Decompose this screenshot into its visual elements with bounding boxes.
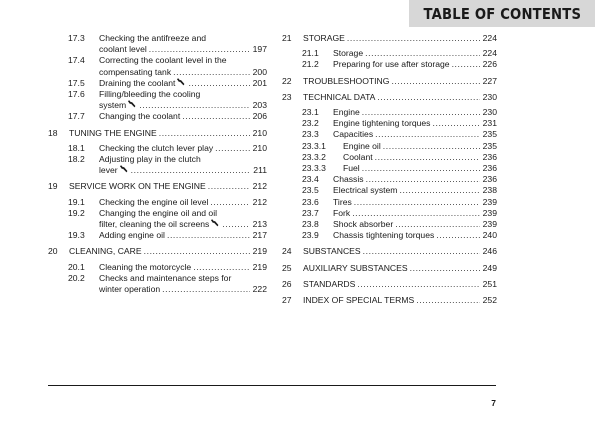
toc-entry-number: 23.9: [302, 230, 319, 241]
toc-entry-page: 224: [482, 48, 497, 59]
toc-entry-number: 23.8: [302, 219, 319, 230]
toc-entry-page: 235: [482, 140, 497, 151]
toc-entry-page: 236: [482, 163, 497, 174]
dot-leader: [366, 174, 480, 185]
toc-entry[interactable]: [282, 230, 497, 241]
dot-leader: [208, 181, 250, 192]
dot-leader: [375, 129, 480, 140]
toc-entry-title: Checking the engine oil level: [99, 196, 209, 207]
dot-leader: [357, 279, 480, 290]
toc-entry-page: 197: [252, 44, 267, 55]
toc-entry[interactable]: [282, 219, 497, 230]
toc-entry[interactable]: [282, 197, 497, 208]
toc-entry-title: lever: [99, 165, 118, 176]
toc-entry-page: 240: [482, 230, 497, 241]
toc-entry-number: 19.1: [68, 196, 85, 207]
toc-entry-number: 23: [282, 91, 292, 102]
toc-entry-page: 235: [482, 129, 497, 140]
toc-entry[interactable]: [48, 111, 267, 122]
toc-entry-page: 252: [482, 295, 497, 306]
toc-entry-title: Adding engine oil: [99, 230, 165, 241]
toc-entry[interactable]: [48, 262, 267, 273]
toc-entry-title: Chassis: [333, 174, 364, 185]
toc-entry-number: 23.3: [302, 129, 319, 140]
toc-entry-page: 227: [482, 75, 497, 86]
toc-entry-number: 17.4: [68, 55, 85, 66]
toc-entry-title: Shock absorber: [333, 219, 394, 230]
dot-leader: [188, 78, 250, 89]
toc-entry-title: TROUBLESHOOTING: [303, 75, 390, 86]
dot-leader: [354, 197, 480, 208]
toc-entry-title: Engine oil: [343, 140, 381, 151]
dot-leader: [375, 152, 480, 163]
toc-entry-page: 212: [252, 196, 267, 207]
dot-leader: [363, 246, 480, 257]
toc-entry-number: 19: [48, 181, 58, 192]
dot-leader: [436, 230, 480, 241]
dot-leader: [139, 100, 250, 111]
toc-entry-page: 238: [482, 185, 497, 196]
toc-entry-number: 20.2: [68, 272, 85, 283]
toc-entry-page: 231: [482, 118, 497, 129]
dot-leader: [362, 107, 480, 118]
toc-entry[interactable]: [282, 118, 497, 129]
toc-entry[interactable]: [282, 208, 497, 219]
dot-leader: [149, 44, 250, 55]
toc-entry-title: coolant level: [99, 44, 147, 55]
toc-entry[interactable]: [48, 246, 267, 257]
toc-entry-page: 210: [252, 127, 267, 138]
toc-entry-number: 25: [282, 262, 292, 273]
toc-entry-number: 20.1: [68, 261, 85, 272]
dot-leader: [452, 59, 480, 70]
toc-entry-number: 18: [48, 127, 58, 138]
dot-leader: [215, 143, 250, 154]
toc-entry-number: 19.2: [68, 207, 85, 218]
toc-entry-number: 23.1: [302, 107, 319, 118]
toc-entry[interactable]: [282, 246, 497, 257]
toc-entry-title: Correcting the coolant level in the: [99, 55, 227, 66]
toc-entry[interactable]: [282, 129, 497, 140]
dot-leader: [352, 208, 480, 219]
toc-entry-page: 230: [482, 91, 497, 102]
toc-entry-number: 23.6: [302, 196, 319, 207]
dot-leader: [173, 67, 250, 78]
toc-entry-number: 23.3.1: [302, 140, 326, 151]
dot-leader: [182, 111, 250, 122]
toc-entry[interactable]: [48, 208, 267, 230]
toc-entry-number: 17.3: [68, 33, 85, 43]
toc-entry-number: 21.2: [302, 59, 319, 70]
toc-entry-page: 239: [482, 196, 497, 207]
toc-entry-title: Coolant: [343, 151, 373, 162]
toc-entry-page: 212: [252, 181, 267, 192]
toc-entry-page: 200: [252, 66, 267, 77]
dot-leader: [159, 128, 250, 139]
toc-entry-page: 222: [252, 284, 267, 295]
dot-leader: [377, 92, 480, 103]
toc-entry-page: 226: [482, 59, 497, 70]
toc-entry-page: 206: [252, 111, 267, 122]
toc-entry[interactable]: [282, 141, 497, 152]
toc-entry-number: 23.3.2: [302, 151, 326, 162]
dot-leader: [365, 48, 480, 59]
dot-leader: [416, 295, 480, 306]
toc-entry[interactable]: [282, 76, 497, 87]
toc-entry-title: TUNING THE ENGINE: [69, 127, 157, 138]
toc-entry-number: 27: [282, 295, 292, 306]
toc-entry[interactable]: [282, 92, 497, 103]
toc-entry[interactable]: [48, 273, 267, 295]
dot-leader: [131, 165, 250, 176]
toc-entry-number: 21: [282, 33, 292, 43]
toc-entry-number: 26: [282, 278, 292, 289]
toc-entry[interactable]: [48, 89, 267, 111]
toc-entry-number: 17.5: [68, 77, 85, 88]
toc-entry-title: INDEX OF SPECIAL TERMS: [303, 295, 415, 306]
toc-entry-number: 20: [48, 246, 58, 257]
toc-entry-title: Fuel: [343, 163, 360, 174]
toc-entry[interactable]: [282, 295, 497, 306]
toc-entry-number: 23.3.3: [302, 163, 326, 174]
toc-entry-number: 23.5: [302, 185, 319, 196]
toc-entry-title: Tires: [333, 196, 352, 207]
toc-entry[interactable]: [282, 163, 497, 174]
toc-entry-page: 236: [482, 151, 497, 162]
toc-entry[interactable]: [282, 263, 497, 274]
toc-entry-page: 217: [252, 230, 267, 241]
toc-entry-number: 21.1: [302, 48, 319, 59]
toc-left-column: [48, 33, 267, 295]
toc-entry-page: 201: [252, 77, 267, 88]
toc-entry-title: SERVICE WORK ON THE ENGINE: [69, 181, 206, 192]
wrench-icon: [127, 100, 136, 108]
toc-entry-page: 251: [482, 278, 497, 289]
toc-entry[interactable]: [48, 230, 267, 241]
toc-entry-page: 213: [252, 219, 267, 230]
toc-entry-number: 22: [282, 75, 292, 86]
toc-entry[interactable]: [48, 154, 267, 176]
dot-leader: [383, 141, 480, 152]
toc-entry-number: 18.1: [68, 142, 85, 153]
toc-entry-title: Draining the coolant: [99, 77, 176, 88]
dot-leader: [410, 263, 480, 274]
toc-entry[interactable]: [282, 107, 497, 118]
toc-entry[interactable]: [282, 185, 497, 196]
dot-leader: [222, 219, 250, 230]
toc-entry-title: Engine tightening torques: [333, 118, 431, 129]
toc-entry-number: 17.7: [68, 111, 85, 122]
toc-entry-page: 210: [252, 142, 267, 153]
page-number: 7: [491, 398, 496, 408]
toc-entry-title: compensating tank: [99, 66, 172, 77]
dot-leader: [162, 284, 250, 295]
toc-entry-number: 24: [282, 246, 292, 257]
toc-entry-page: 224: [482, 33, 497, 43]
toc-entry-page: 246: [482, 246, 497, 257]
toc-entry-title: Capacities: [333, 129, 374, 140]
toc-entry-page: 239: [482, 207, 497, 218]
toc-entry-page: 236: [482, 174, 497, 185]
dot-leader: [167, 230, 250, 241]
toc-entry[interactable]: [48, 197, 267, 208]
toc-entry[interactable]: [48, 78, 267, 89]
toc-entry[interactable]: [48, 33, 267, 55]
toc-entry[interactable]: [282, 279, 497, 290]
toc-entry-title: Checking the antifreeze and: [99, 33, 207, 43]
toc-entry-title: Engine: [333, 107, 360, 118]
toc-entry-title: system: [99, 100, 127, 111]
dot-leader: [399, 185, 480, 196]
toc-entry-page: 219: [252, 246, 267, 257]
toc-entry-title: Chassis tightening torques: [333, 230, 435, 241]
toc-entry-title: Checking the clutch lever play: [99, 142, 214, 153]
toc-entry-page: 219: [252, 261, 267, 272]
toc-entry-page: 203: [252, 100, 267, 111]
toc-entry-title: Adjusting play in the clutch: [99, 154, 201, 165]
toc-entry[interactable]: [282, 48, 497, 59]
toc-entry[interactable]: [48, 143, 267, 154]
toc-entry-title: Cleaning the motorcycle: [99, 261, 192, 272]
toc-entry[interactable]: [48, 181, 267, 192]
toc-entry[interactable]: [282, 59, 497, 70]
toc-entry-number: 23.7: [302, 207, 319, 218]
toc-entry-page: 249: [482, 262, 497, 273]
toc-entry-title: Changing the engine oil and oil: [99, 207, 218, 218]
wrench-icon: [119, 165, 128, 173]
toc-entry-number: 17.6: [68, 89, 85, 100]
dot-leader: [362, 163, 480, 174]
wrench-icon: [176, 78, 185, 86]
toc-entry-title: winter operation: [99, 284, 161, 295]
dot-leader: [347, 33, 480, 44]
toc-entry[interactable]: [48, 55, 267, 77]
toc-entry-title: Storage: [333, 48, 364, 59]
toc-entry-title: Preparing for use after storage: [333, 59, 450, 70]
toc-entry-number: 19.3: [68, 230, 85, 241]
footer-rule: [48, 385, 496, 386]
dot-leader: [144, 246, 250, 257]
dot-leader: [391, 76, 480, 87]
toc-entry-number: 23.2: [302, 118, 319, 129]
toc-entry-title: Changing the coolant: [99, 111, 181, 122]
toc-entry-page: 211: [253, 165, 267, 176]
toc-entry-title: filter, cleaning the oil screens: [99, 219, 210, 230]
toc-entry-title: Filling/bleeding the cooling: [99, 89, 201, 100]
toc-entry-title: STANDARDS: [303, 278, 356, 289]
header-band: [409, 0, 595, 27]
toc-entry-title: CLEANING, CARE: [69, 246, 142, 257]
wrench-icon: [210, 219, 219, 227]
toc-entry-title: Electrical system: [333, 185, 398, 196]
dot-leader: [210, 197, 250, 208]
dot-leader: [395, 219, 480, 230]
toc-entry-title: SUBSTANCES: [303, 246, 361, 257]
toc-entry-title: STORAGE: [303, 33, 345, 43]
toc-entry[interactable]: [282, 152, 497, 163]
toc-entry-number: 18.2: [68, 154, 85, 165]
page-title: TABLE OF CONTENTS: [423, 5, 581, 23]
toc-entry-page: 230: [482, 107, 497, 118]
toc-entry-title: AUXILIARY SUBSTANCES: [303, 262, 408, 273]
toc-entry-title: Fork: [333, 207, 351, 218]
toc-entry[interactable]: [282, 33, 497, 44]
toc-entry[interactable]: [48, 128, 267, 139]
toc-entry[interactable]: [282, 174, 497, 185]
dot-leader: [432, 118, 480, 129]
toc-entry-page: 239: [482, 219, 497, 230]
toc-entry-title: Checks and maintenance steps for: [99, 272, 232, 283]
toc-entry-number: 23.4: [302, 174, 319, 185]
dot-leader: [193, 262, 250, 273]
toc-right-column: [282, 33, 497, 306]
toc-entry-title: TECHNICAL DATA: [303, 91, 376, 102]
